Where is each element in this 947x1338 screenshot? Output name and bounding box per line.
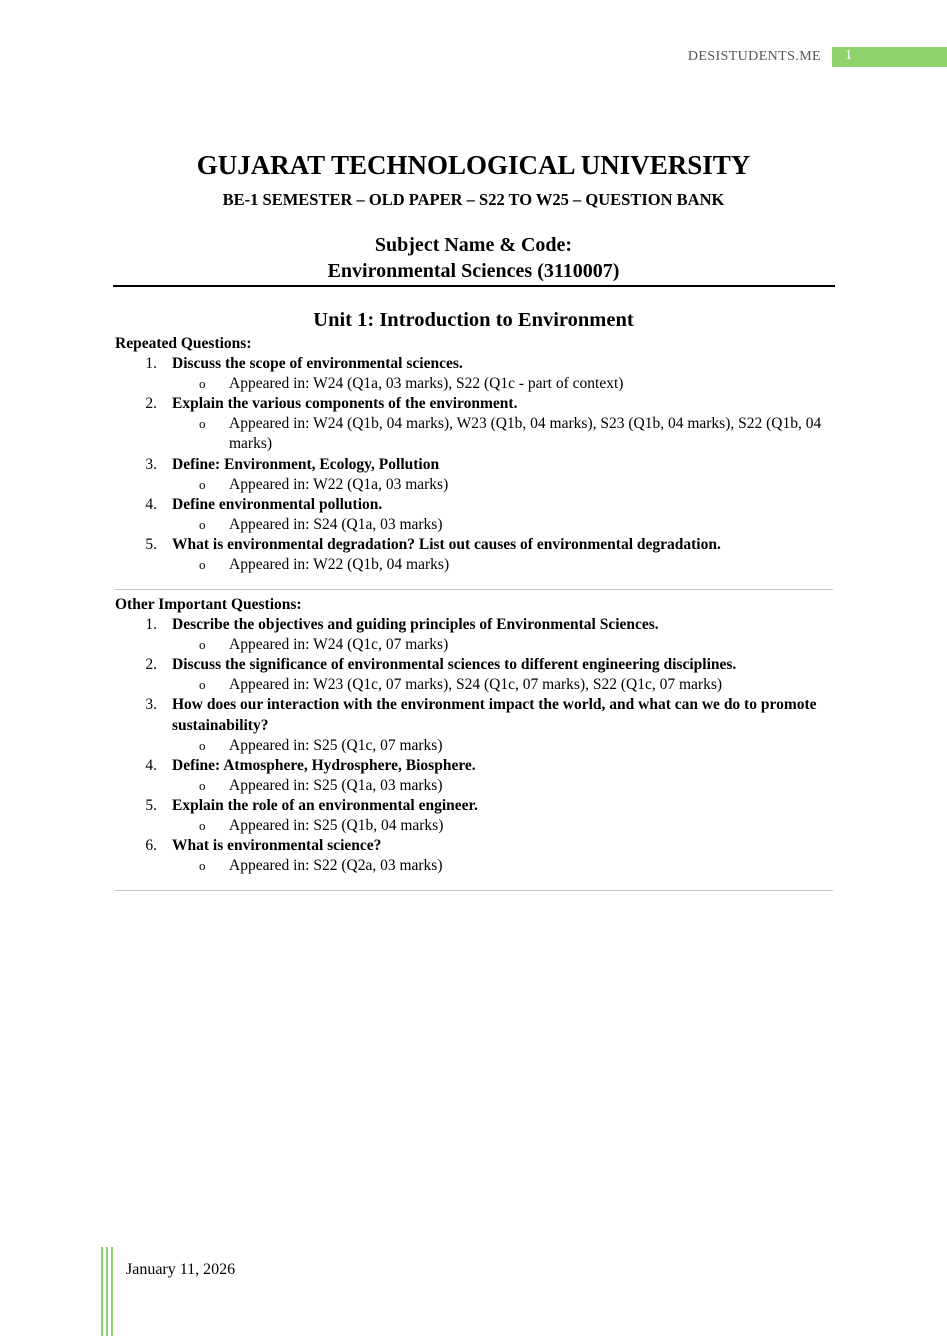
page-header-site: DESISTUDENTS.ME xyxy=(687,49,821,64)
other-questions-list xyxy=(115,615,835,876)
question-item xyxy=(115,756,835,776)
bullet-glyph: o xyxy=(199,637,206,653)
bullet-icon xyxy=(115,776,229,796)
question-number: 5. xyxy=(145,796,157,814)
page-number-box xyxy=(832,47,947,67)
question-text: Explain the various components of the environment. xyxy=(172,395,518,413)
other-questions-section xyxy=(115,595,835,876)
section-divider xyxy=(115,589,833,590)
bullet-glyph: o xyxy=(199,376,206,392)
unit-heading: Unit 1: Introduction to Environment xyxy=(313,309,634,331)
footer-accent-bars xyxy=(101,1247,115,1336)
bullet-glyph: o xyxy=(199,677,206,693)
question-number: 6. xyxy=(145,837,157,855)
question-item xyxy=(115,354,835,374)
question-text: Describe the objectives and guiding principles of Environmental Sciences. xyxy=(172,616,659,634)
bullet-icon xyxy=(115,736,229,756)
appeared-in-item xyxy=(115,414,835,454)
question-item xyxy=(115,655,835,675)
bullet-icon xyxy=(115,635,229,655)
question-item xyxy=(115,535,835,555)
bullet-glyph: o xyxy=(199,476,206,492)
bullet-glyph: o xyxy=(199,737,206,753)
appeared-in-text: Appeared in: S22 (Q2a, 03 marks) xyxy=(229,857,443,875)
bullet-icon xyxy=(115,555,229,575)
question-number: 2. xyxy=(145,656,157,674)
footer-date: January 11, 2026 xyxy=(126,1261,236,1278)
question-text: What is environmental science? xyxy=(172,837,382,855)
bullet-glyph: o xyxy=(199,516,206,532)
question-text: Discuss the scope of environmental sciences. xyxy=(172,355,463,373)
appeared-in-text: Appeared in: S25 (Q1c, 07 marks) xyxy=(229,736,443,754)
bullet-glyph: o xyxy=(199,818,206,834)
question-item xyxy=(115,455,835,475)
question-item xyxy=(115,695,835,735)
question-text: What is environmental degradation? List out causes of environmental degradation. xyxy=(172,535,721,553)
appeared-in-item xyxy=(115,816,835,836)
bullet-icon xyxy=(115,856,229,876)
bullet-glyph: o xyxy=(199,777,206,793)
question-text: How does our interaction with the environment impact the world, and what can we do to promote sustainability? xyxy=(172,696,817,734)
appeared-in-item xyxy=(115,635,835,655)
appeared-in-text: Appeared in: S24 (Q1a, 03 marks) xyxy=(229,515,443,533)
question-item xyxy=(115,495,835,515)
question-number: 3. xyxy=(145,455,157,473)
document-subtitle: BE-1 SEMESTER – OLD PAPER – S22 TO W25 – QUESTION BANK xyxy=(222,190,725,209)
appeared-in-item xyxy=(115,736,835,756)
appeared-in-text: Appeared in: W24 (Q1a, 03 marks), S22 (Q1c - part of context) xyxy=(229,375,624,393)
document-title: GUJARAT TECHNOLOGICAL UNIVERSITY xyxy=(196,150,751,180)
bullet-icon xyxy=(115,675,229,695)
bullet-icon xyxy=(115,414,229,454)
bullet-icon xyxy=(115,374,229,394)
repeated-questions-section xyxy=(115,334,835,575)
question-item xyxy=(115,615,835,635)
repeated-questions-heading: Repeated Questions: xyxy=(115,335,252,352)
question-number: 5. xyxy=(145,535,157,553)
question-number: 2. xyxy=(145,395,157,413)
bullet-glyph: o xyxy=(199,416,206,432)
question-number: 3. xyxy=(145,696,157,714)
question-text: Define: Atmosphere, Hydrosphere, Biosphere. xyxy=(172,756,476,774)
bullet-icon xyxy=(115,475,229,495)
bullet-glyph: o xyxy=(199,557,206,573)
subject-name: Environmental Sciences (3110007) xyxy=(327,260,620,282)
appeared-in-item xyxy=(115,776,835,796)
section-divider-end xyxy=(115,890,833,891)
appeared-in-text: Appeared in: W22 (Q1b, 04 marks) xyxy=(229,556,450,574)
title-divider xyxy=(113,285,835,287)
other-questions-heading: Other Important Questions: xyxy=(115,596,302,613)
question-text: Define: Environment, Ecology, Pollution xyxy=(172,455,440,473)
appeared-in-text: Appeared in: W22 (Q1a, 03 marks) xyxy=(229,475,449,493)
question-text: Discuss the significance of environmental sciences to different engineering disciplines. xyxy=(172,656,737,674)
appeared-in-text: Appeared in: W24 (Q1b, 04 marks), W23 (Q1b, 04 marks), S23 (Q1b, 04 marks), S22 (Q1b, 04 marks) xyxy=(229,415,822,453)
appeared-in-item xyxy=(115,475,835,495)
page-number: 1 xyxy=(845,48,852,63)
question-number: 1. xyxy=(145,616,157,634)
bullet-glyph: o xyxy=(199,858,206,874)
appeared-in-item xyxy=(115,555,835,575)
question-item xyxy=(115,836,835,856)
appeared-in-text: Appeared in: W23 (Q1c, 07 marks), S24 (Q1c, 07 marks), S22 (Q1c, 07 marks) xyxy=(229,676,723,694)
appeared-in-text: Appeared in: W24 (Q1c, 07 marks) xyxy=(229,636,449,654)
question-number: 1. xyxy=(145,355,157,373)
question-item xyxy=(115,394,835,414)
question-text: Explain the role of an environmental engineer. xyxy=(172,796,478,814)
question-number: 4. xyxy=(145,756,157,774)
repeated-questions-list xyxy=(115,354,835,575)
appeared-in-text: Appeared in: S25 (Q1a, 03 marks) xyxy=(229,776,443,794)
bullet-icon xyxy=(115,816,229,836)
appeared-in-item xyxy=(115,856,835,876)
question-text: Define environmental pollution. xyxy=(172,495,383,513)
appeared-in-item xyxy=(115,515,835,535)
bullet-icon xyxy=(115,515,229,535)
subject-label: Subject Name & Code: xyxy=(374,234,573,256)
question-number: 4. xyxy=(145,495,157,513)
appeared-in-item xyxy=(115,675,835,695)
appeared-in-text: Appeared in: S25 (Q1b, 04 marks) xyxy=(229,817,444,835)
appeared-in-item xyxy=(115,374,835,394)
question-item xyxy=(115,796,835,816)
